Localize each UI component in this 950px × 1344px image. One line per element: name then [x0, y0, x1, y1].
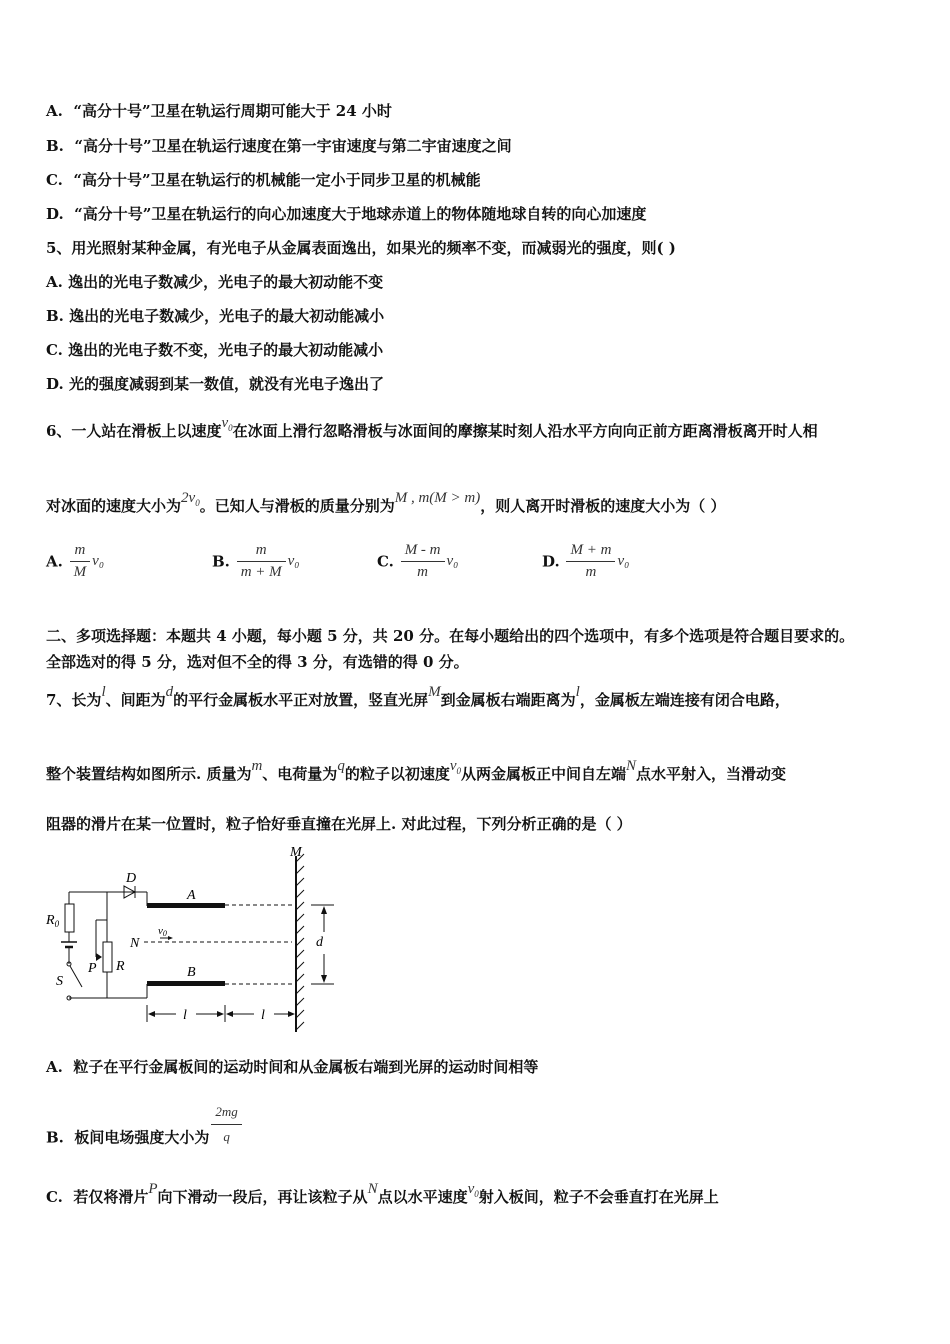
rheostat-r: [103, 942, 112, 972]
label-r0: $R_0$: [46, 913, 60, 929]
q5-option-c: C. 逸出的光电子数不变，光电子的最大初动能减小: [46, 341, 384, 359]
label-l2: l: [261, 1008, 265, 1023]
q7-stem-line1: 7、长为l、间距为d的平行金属板水平正对放置，竖直光屏M到金属板右端距离为l，金属板左端连接有闭合电路，: [46, 684, 790, 709]
label-n: N: [130, 936, 140, 951]
q6-stem-line1: 6、一人站在滑板上以速度$v_0$在冰面上滑行忽略滑板与冰面间的摩擦某时刻人沿水平方向向正前方距离滑板离开时人相: [46, 415, 818, 440]
section2-heading-line2: 全部选对的得 5 分，选对但不全的得 3 分，有选错的得 0 分。: [46, 653, 469, 671]
v0-symbol: $v_0$: [221, 415, 233, 433]
q6-option-c: C. $\frac{M - m}{m}$ v₀: [377, 542, 459, 580]
q4-option-a: A. “高分十号”卫星在轨运行周期可能大于 24 小时: [46, 102, 392, 120]
q4-option-b: B. “高分十号”卫星在轨运行速度在第一宇宙速度与第二宇宙速度之间: [46, 137, 512, 155]
fraction: $\frac{M - m}{m}$: [401, 542, 445, 581]
masses-expression: M , m(M > m): [394, 490, 481, 506]
section2-heading-line1: 二、多项选择题：本题共 4 小题，每小题 5 分，共 20 分。在每小题给出的四个选项中，有多个选项是符合题目要求的。: [46, 627, 855, 645]
fraction: $\frac{m}{m + M}$: [237, 542, 286, 581]
switch-s: [70, 966, 82, 987]
q5-stem: 5、用光照射某种金属，有光电子从金属表面逸出，如果光的频率不变，而减弱光的强度，则( ): [46, 239, 676, 257]
plate-a: [147, 903, 225, 908]
label-s: S: [56, 974, 63, 989]
label-l1: l: [183, 1008, 187, 1023]
label-d: D: [126, 871, 137, 886]
label-p: P: [88, 961, 97, 976]
q5-option-b: B. 逸出的光电子数减少，光电子的最大初动能减小: [46, 307, 385, 325]
plate-b: [147, 981, 225, 986]
slider-p: [96, 953, 102, 961]
label-v0: v0: [158, 925, 167, 938]
q7-stem-line3: 阻器的滑片在某一位置时，粒子恰好垂直撞在光屏上. 对此过程，下列分析正确的是（ ）: [46, 815, 632, 833]
q5-option-d: D. 光的强度减弱到某一数值，就没有光电子逸出了: [46, 375, 384, 393]
two-v0-symbol: $2v_0$: [181, 490, 200, 508]
label-d-distance: d: [316, 935, 323, 950]
label-m: M: [290, 845, 302, 860]
q4-option-d: D. “高分十号”卫星在轨运行的向心加速度大于地球赤道上的物体随地球自转的向心加速度: [46, 205, 647, 223]
q6-option-b: B. $\frac{m}{m + M}$ v₀: [212, 542, 300, 580]
q6-stem-line2: 对冰面的速度大小为$2v_0$。已知人与滑板的质量分别为M , m(M > m)，则人离开时滑板的速度大小为（ ）: [46, 490, 726, 515]
q4-option-c: C. “高分十号”卫星在轨运行的机械能一定小于同步卫星的机械能: [46, 171, 481, 189]
q7-option-a: A. 粒子在平行金属板间的运动时间和从金属板右端到光屏的运动时间相等: [46, 1058, 539, 1076]
label-b: B: [187, 965, 196, 980]
q7-option-b: B. 板间电场强度大小为 $\frac{2mg}{q}$: [46, 1116, 244, 1161]
fraction: $\frac{m}{M}$: [70, 542, 91, 581]
q6-option-a: A. $\frac{m}{M}$ v₀: [46, 542, 105, 580]
q6-option-d: D. $\frac{M + m}{m}$ v₀: [542, 542, 630, 580]
q5-option-a: A. 逸出的光电子数减少，光电子的最大初动能不变: [46, 273, 384, 291]
q7-stem-line2: 整个装置结构如图所示. 质量为m、电荷量为q的粒子以初速度$v_0$从两金属板正中间自左端N点水平射入，当滑动变: [46, 758, 787, 783]
q7-option-c: C. 若仅将滑片P向下滑动一段后，再让该粒子从N点以水平速度$v_0$射入板间，粒子不会垂直打在光屏上: [46, 1181, 719, 1206]
fraction: $\frac{M + m}{m}$: [566, 542, 615, 581]
label-a: A: [187, 888, 196, 903]
fraction: $\frac{2mg}{q}$: [211, 1102, 241, 1147]
circuit-figure: [44, 842, 344, 1042]
label-r: R: [116, 959, 125, 974]
resistor-r0: [65, 904, 74, 932]
